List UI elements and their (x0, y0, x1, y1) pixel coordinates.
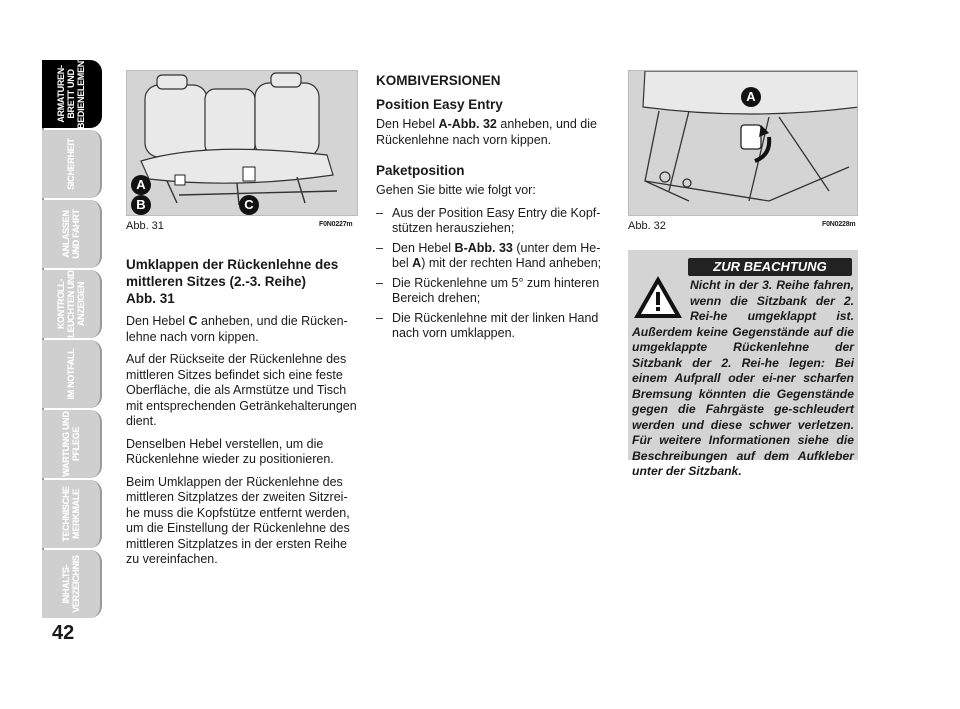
page-number: 42 (52, 622, 75, 644)
paragraph (376, 117, 606, 148)
seat-row-illustration (127, 71, 358, 216)
text: (unter dem He-bel (392, 240, 601, 270)
steps-list (376, 206, 606, 342)
warning-box (628, 250, 858, 478)
warning-badge: ZUR BEACHTUNG (688, 258, 852, 276)
list-item: – Die Rückenlehne mit der linken Hand nach vorn umklappen. (376, 311, 606, 342)
text: anheben, und die Rücken-lehne nach vorn kippen. (126, 314, 348, 344)
heading-line: Umklappen der Rückenlehne des (126, 257, 339, 272)
tab-armaturenbrett[interactable] (42, 50, 102, 129)
tab-label: IM NOTFALL (66, 348, 76, 400)
left-column (126, 256, 358, 575)
text: ) mit der rechten Hand anheben; (421, 256, 602, 270)
callout-c: C (239, 195, 259, 215)
figure-32-caption: Abb. 32 (628, 220, 666, 232)
figure-31-code: F0N0227m (319, 221, 353, 228)
list-item (376, 241, 606, 272)
paragraph: Denselben Hebel verstellen, um die Rückenlehne wieder zu positionieren. (126, 436, 334, 466)
paragraph (126, 314, 358, 345)
figure-32-image (628, 70, 858, 216)
tab-label: ANLASSEN UND FAHRT (61, 209, 81, 259)
heading-line: mittleren Sitzes (2.-3. Reihe) (126, 274, 307, 289)
text: anheben, und die Rückenlehne nach vorn kippen. (376, 117, 597, 147)
paragraph: Auf der Rückseite der Rückenlehne des mittleren Sitzes befindet sich eine feste Oberfläche, die als Armstütze und Tisch mit entsprechenden Getränkehalterungen dient. (126, 352, 357, 428)
paragraph: Beim Umklappen der Rückenlehne des mittleren Sitzplatzes der zweiten Sitzrei-he muss die Kopfstütze entfernt werden, um die Einstellung der Rückenlehne des mittleren Sitzplatzes in der ersten Reihe zu vereinfachen. (126, 474, 350, 566)
warning-triangle-icon (632, 274, 684, 320)
text: Den Hebel (376, 117, 439, 131)
text-bold: C (188, 314, 198, 328)
tab-sicherheit[interactable] (42, 130, 102, 198)
warning-text-block (632, 278, 854, 480)
figure-31-caption: Abb. 31 (126, 220, 164, 232)
tab-label: ARMATUREN- BRETT UND BEDIENELEMENTE (56, 50, 86, 129)
callout-b: B (131, 195, 151, 215)
text-bold: B-Abb. 33 (454, 240, 513, 255)
tab-im-notfall[interactable] (42, 340, 102, 408)
text-bold: A-Abb. 32 (438, 117, 497, 131)
paragraph: Gehen Sie bitte wie folgt vor: (376, 183, 536, 197)
tab-anlassen[interactable] (42, 200, 102, 268)
callout-a: A (741, 87, 761, 107)
tab-label: WARTUNG UND PFLEGE (61, 411, 81, 477)
tab-kontrollleuchten[interactable] (42, 270, 102, 338)
text: Den Hebel (126, 314, 189, 328)
tab-label: KONTROLL- LEUCHTEN UND ANZEIGEN (56, 270, 86, 338)
subsection-title: Position Easy Entry (376, 97, 503, 112)
tab-label: SICHERHEIT (66, 138, 76, 190)
section-heading (126, 256, 358, 307)
figure-32-code: F0N0228m (822, 221, 856, 228)
list-item: – Die Rückenlehne um 5° zum hinteren Bereich drehen; (376, 276, 606, 307)
tab-inhaltsverzeichnis[interactable] (42, 550, 102, 618)
callout-a: A (131, 175, 151, 195)
tab-wartung[interactable] (42, 410, 102, 478)
figure-31-image (126, 70, 358, 216)
text: Den Hebel (392, 240, 455, 255)
middle-column (376, 72, 606, 346)
tab-technische-merkmale[interactable] (42, 480, 102, 548)
subsection-title: Paketposition (376, 163, 465, 178)
section-title: KOMBIVERSIONEN (376, 73, 501, 88)
list-item: – Aus der Position Easy Entry die Kopf-stützen herausziehen; (376, 206, 606, 237)
tab-label: INHALTS- VERZEICHNIS (61, 555, 81, 613)
tab-label: TECHNISCHE MERKMALE (61, 486, 81, 542)
warning-text: Nicht in der 3. Reihe fahren, wenn die Sitzbank der 2. Rei-he umgeklappt ist. Außerdem keine Gegenstände auf die umgeklappte Rückenlehne der Sitzbank der 2. Rei-he legen: Bei einem Aufprall oder ei-ner scharfen Bremsung könnten die Gegenstände gegen die Fahrgäste ge-schleudert werden und diese schwer verletzen. Für weitere Informationen siehe die Beschreibungen auf dem Aufkleber unter der Sitzbank. (632, 278, 854, 478)
text-bold: A (412, 256, 422, 270)
heading-line: Abb. 31 (126, 291, 175, 306)
